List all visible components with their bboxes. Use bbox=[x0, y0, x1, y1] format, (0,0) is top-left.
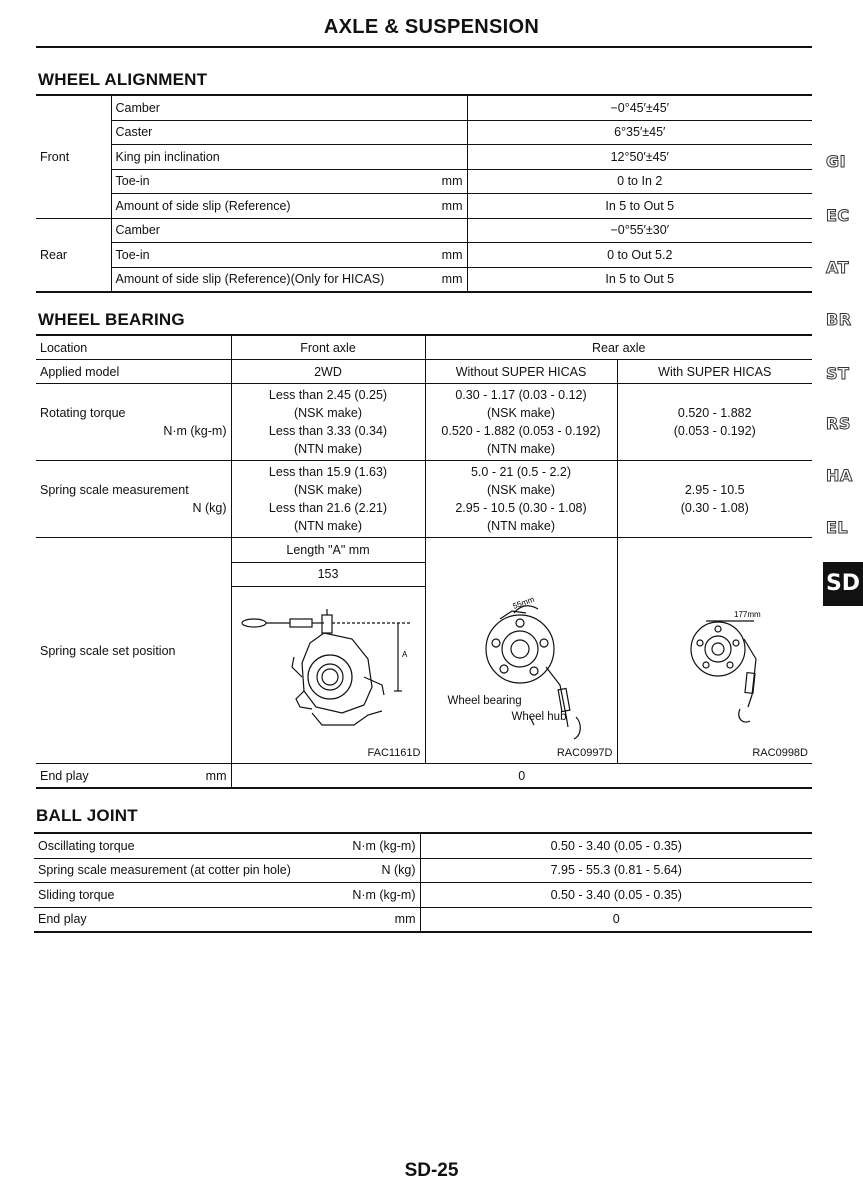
ball-joint-heading: BALL JOINT bbox=[36, 806, 138, 825]
value-line: Less than 21.6 (2.21) bbox=[268, 501, 388, 515]
ball-joint-table bbox=[34, 832, 812, 933]
value-line: (NSK make) bbox=[486, 483, 556, 497]
value-line: (NSK make) bbox=[293, 483, 363, 497]
side-tab-el[interactable]: EL bbox=[826, 518, 849, 537]
end-play-value: 0 bbox=[231, 764, 812, 789]
value-line: (NTN make) bbox=[486, 442, 556, 456]
value-line: (NTN make) bbox=[486, 519, 556, 533]
value-line: 0.520 - 1.882 (0.053 - 0.192) bbox=[441, 424, 601, 438]
item-value: In 5 to Out 5 bbox=[467, 267, 812, 292]
rotating-torque-rear-with bbox=[617, 384, 812, 461]
item-unit: mm bbox=[393, 243, 467, 268]
rear-with-figure bbox=[618, 539, 813, 763]
spring-scale-front bbox=[231, 461, 425, 538]
side-tab-gi[interactable]: GI bbox=[826, 152, 847, 171]
front-figure-cell bbox=[231, 538, 425, 764]
table-row bbox=[36, 95, 812, 120]
wheel-hub-label: Wheel hub bbox=[511, 710, 567, 723]
table-row bbox=[36, 120, 812, 145]
table-row bbox=[36, 218, 812, 243]
wheel-bearing-heading: WHEEL BEARING bbox=[38, 310, 185, 329]
applied-model-label: Applied model bbox=[36, 360, 231, 384]
item-value: 0.50 - 3.40 (0.05 - 0.35) bbox=[420, 833, 812, 858]
page-title: AXLE & SUSPENSION bbox=[323, 16, 540, 38]
rotating-torque-cell bbox=[36, 384, 231, 461]
item-label: End play bbox=[34, 907, 328, 932]
item-label: Amount of side slip (Reference) bbox=[111, 194, 393, 219]
item-unit: N·m (kg-m) bbox=[352, 838, 416, 853]
item-value: 12°50′±45′ bbox=[467, 145, 812, 170]
fig2-dimension: 55mm bbox=[511, 594, 536, 611]
item-value: 6°35′±45′ bbox=[467, 120, 812, 145]
dimension-a-label: A bbox=[401, 650, 407, 659]
item-label: Toe-in bbox=[111, 169, 393, 194]
item-unit: mm bbox=[393, 169, 467, 194]
fig2-code: RAC0997D bbox=[556, 746, 613, 759]
rotating-torque-label: Rotating torque bbox=[40, 406, 126, 420]
table-row bbox=[36, 360, 812, 384]
value-line: (0.053 - 0.192) bbox=[673, 424, 756, 438]
value-line: 2.95 - 10.5 (0.30 - 1.08) bbox=[455, 501, 587, 515]
item-label: Camber bbox=[111, 218, 467, 243]
table-row bbox=[36, 267, 812, 292]
rear-hub-hicas-illustration bbox=[618, 539, 813, 763]
length-a-label: Length "A" mm bbox=[232, 538, 425, 563]
item-label: Amount of side slip (Reference)(Only for HICAS) bbox=[111, 267, 393, 292]
item-label: Camber bbox=[111, 95, 467, 120]
rear-with-figure-cell bbox=[617, 538, 812, 764]
value-line: (NTN make) bbox=[293, 442, 363, 456]
rear-hub-illustration bbox=[426, 539, 618, 763]
page-number: SD-25 bbox=[404, 1160, 459, 1181]
item-unit: mm bbox=[393, 194, 467, 219]
item-unit: mm bbox=[393, 267, 467, 292]
end-play-label: End play bbox=[40, 768, 89, 783]
wheel-bearing-table bbox=[36, 334, 812, 789]
rear-without-figure bbox=[426, 539, 617, 763]
set-position-label: Spring scale set position bbox=[36, 538, 231, 764]
front-axle-header: Front axle bbox=[231, 335, 425, 360]
wheel-alignment-table bbox=[36, 94, 812, 293]
value-line: (NTN make) bbox=[293, 519, 363, 533]
rotating-torque-rear-without bbox=[425, 384, 617, 461]
side-tab-ec[interactable]: EC bbox=[826, 206, 850, 225]
table-row bbox=[36, 461, 812, 538]
location-label: Location bbox=[40, 340, 88, 355]
table-row bbox=[36, 538, 812, 764]
rotating-torque-front bbox=[231, 384, 425, 461]
front-knuckle-illustration bbox=[232, 587, 426, 763]
item-label: King pin inclination bbox=[111, 145, 467, 170]
side-tab-st[interactable]: ST bbox=[826, 364, 850, 383]
spring-scale-rear-with bbox=[617, 461, 812, 538]
table-row bbox=[36, 194, 812, 219]
value-line: Less than 15.9 (1.63) bbox=[268, 465, 388, 479]
item-label: Sliding torque bbox=[34, 883, 328, 908]
table-row bbox=[34, 858, 812, 883]
spring-scale-rear-without bbox=[425, 461, 617, 538]
fig3-code: RAC0998D bbox=[752, 746, 808, 759]
item-value: 0.50 - 3.40 (0.05 - 0.35) bbox=[420, 883, 812, 908]
item-label: Toe-in bbox=[111, 243, 393, 268]
item-value: 0 bbox=[420, 907, 812, 932]
spring-scale-label: Spring scale measurement bbox=[40, 483, 189, 497]
item-label: Caster bbox=[111, 120, 467, 145]
table-row bbox=[36, 764, 812, 789]
table-row bbox=[36, 145, 812, 170]
fig3-dimension: 177mm bbox=[733, 609, 761, 619]
table-row bbox=[34, 883, 812, 908]
item-label: Oscillating torque bbox=[38, 838, 135, 853]
rear-model-with: With SUPER HICAS bbox=[617, 360, 812, 384]
table-row bbox=[36, 384, 812, 461]
end-play-unit: mm bbox=[205, 768, 227, 783]
item-value: −0°45′±45′ bbox=[467, 95, 812, 120]
spring-scale-cell bbox=[36, 461, 231, 538]
rear-without-figure-cell bbox=[425, 538, 617, 764]
table-row bbox=[34, 907, 812, 932]
spring-scale-unit: N (kg) bbox=[192, 501, 227, 515]
item-label: Spring scale measurement (at cotter pin hole) bbox=[34, 858, 328, 883]
value-line: (NSK make) bbox=[486, 406, 556, 420]
end-play-cell bbox=[36, 764, 231, 789]
wheel-alignment-heading: WHEEL ALIGNMENT bbox=[38, 70, 208, 89]
table-row bbox=[34, 833, 812, 858]
item-unit: N (kg) bbox=[328, 858, 420, 883]
value-line: 0.30 - 1.17 (0.03 - 0.12) bbox=[455, 388, 587, 402]
title-rule bbox=[36, 46, 812, 48]
wheel-bearing-label: Wheel bearing bbox=[447, 694, 522, 707]
item-value: 0 to Out 5.2 bbox=[467, 243, 812, 268]
side-tab-ha[interactable]: HA bbox=[826, 466, 853, 485]
value-line: Less than 3.33 (0.34) bbox=[268, 424, 388, 438]
fig1-code: FAC1161D bbox=[367, 747, 421, 759]
item-value: 7.95 - 55.3 (0.81 - 5.64) bbox=[420, 858, 812, 883]
side-tab-rs[interactable]: RS bbox=[826, 414, 851, 433]
value-line: 5.0 - 21 (0.5 - 2.2) bbox=[470, 465, 572, 479]
value-line: 2.95 - 10.5 bbox=[684, 483, 745, 497]
table-row bbox=[36, 243, 812, 268]
value-line: (0.30 - 1.08) bbox=[680, 501, 749, 515]
item-value: 0 to In 2 bbox=[467, 169, 812, 194]
rear-axle-header: Rear axle bbox=[425, 335, 812, 360]
side-tab-sd-active[interactable]: SD bbox=[823, 562, 863, 606]
item-unit: mm bbox=[328, 907, 420, 932]
side-tab-br[interactable]: BR bbox=[826, 310, 852, 329]
item-value: In 5 to Out 5 bbox=[467, 194, 812, 219]
front-axle-figure bbox=[232, 587, 425, 763]
side-tab-at[interactable]: AT bbox=[826, 258, 850, 277]
item-unit: N·m (kg-m) bbox=[328, 883, 420, 908]
front-label: Front bbox=[40, 149, 70, 164]
front-model: 2WD bbox=[231, 360, 425, 384]
value-line: Less than 2.45 (0.25) bbox=[268, 388, 388, 402]
rear-label: Rear bbox=[36, 218, 111, 292]
value-line: 0.520 - 1.882 bbox=[677, 406, 752, 420]
table-row bbox=[36, 335, 812, 360]
table-row bbox=[36, 169, 812, 194]
rear-model-without: Without SUPER HICAS bbox=[425, 360, 617, 384]
rotating-torque-unit: N·m (kg-m) bbox=[163, 424, 227, 438]
item-value: −0°55′±30′ bbox=[467, 218, 812, 243]
length-a-value: 153 bbox=[232, 563, 425, 587]
value-line: (NSK make) bbox=[293, 406, 363, 420]
